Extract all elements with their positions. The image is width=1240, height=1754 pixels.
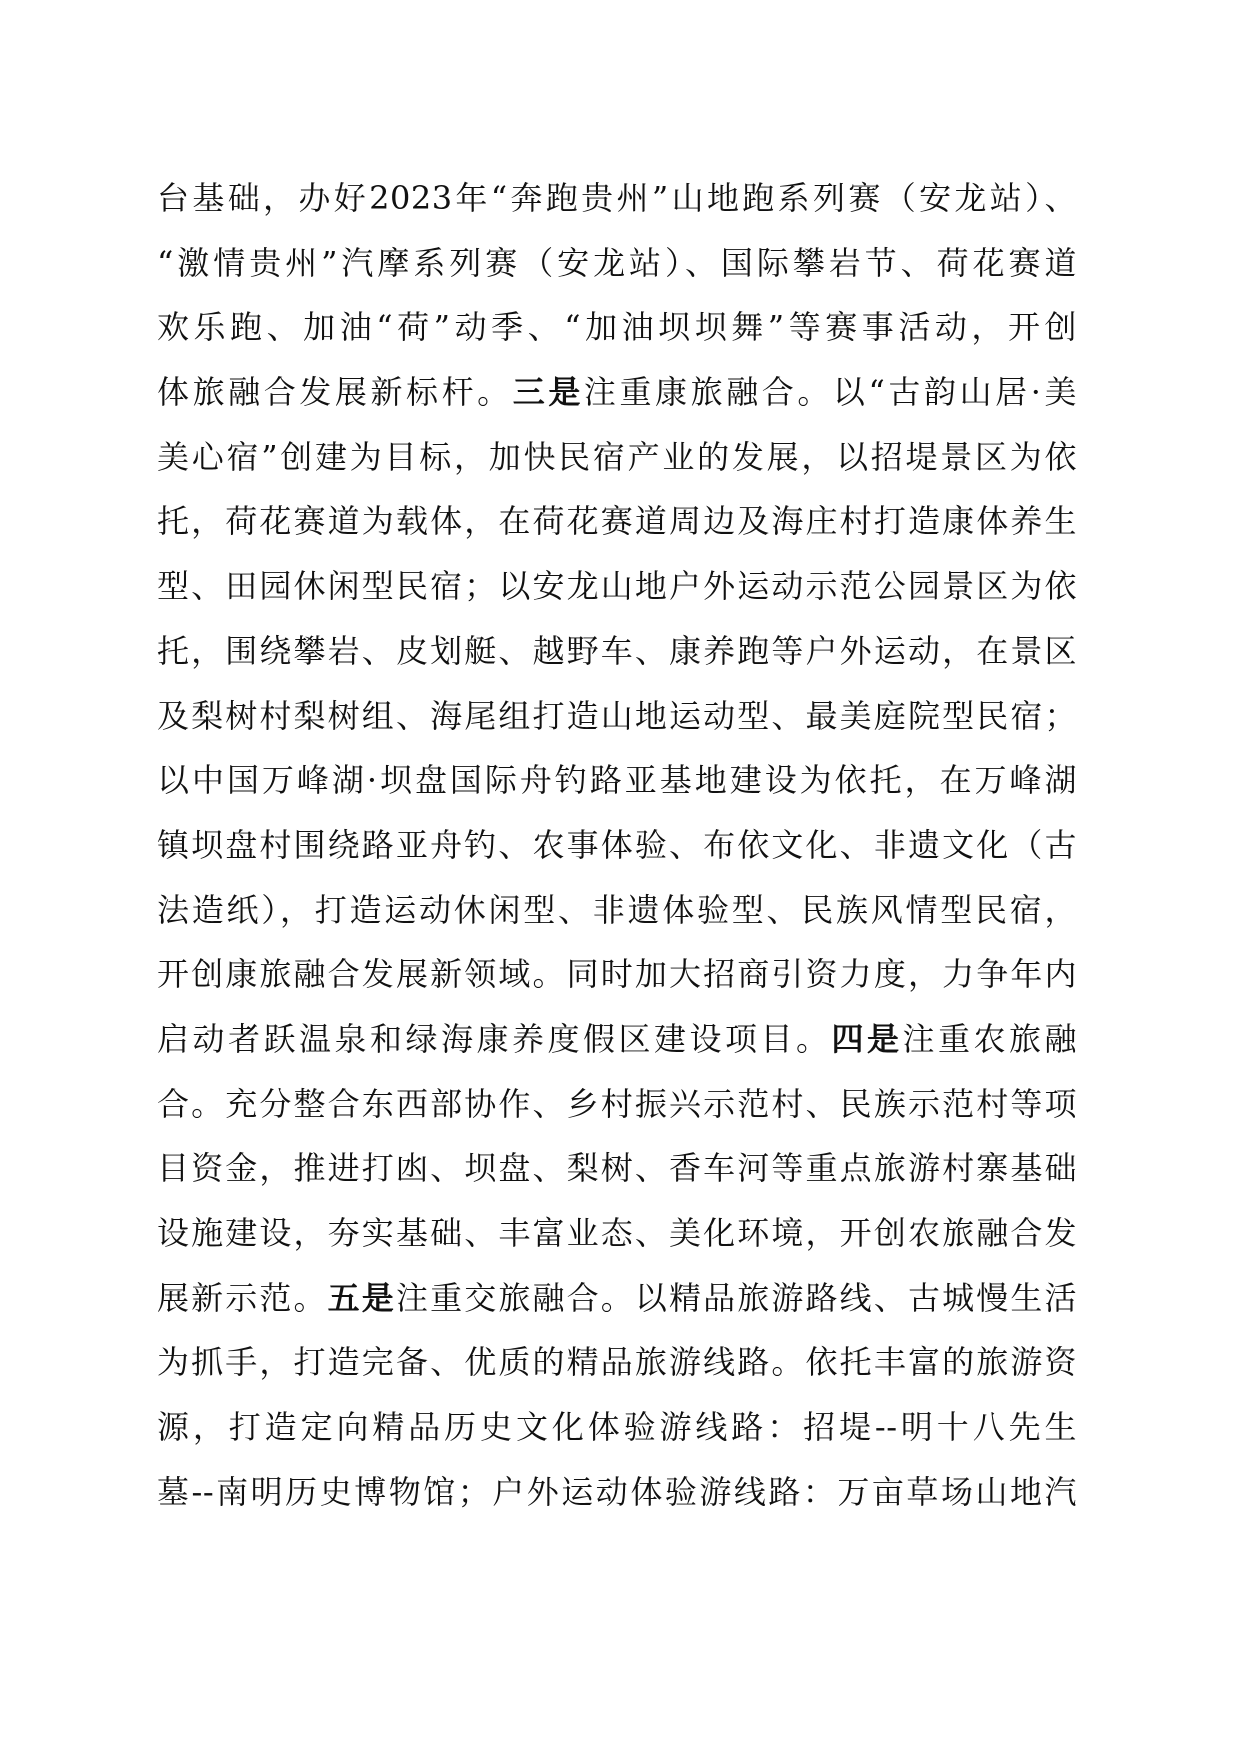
text-segment: 托，围绕攀岩、皮划艇、越野车、康养跑等户外运动，在景区 bbox=[157, 631, 1077, 670]
text-segment: 设施建设，夯实基础、丰富业态、美化环境，开创农旅融合发 bbox=[157, 1214, 1077, 1252]
text-line bbox=[157, 813, 1077, 878]
text-segment: 注重农旅融 bbox=[902, 1019, 1077, 1058]
text-line bbox=[157, 1072, 1077, 1137]
bold-lead-phrase: 五是 bbox=[327, 1278, 396, 1317]
text-line bbox=[157, 425, 1077, 490]
text-line bbox=[157, 166, 1077, 231]
text-line bbox=[157, 1266, 1077, 1331]
text-line bbox=[157, 942, 1077, 1007]
text-line bbox=[157, 1460, 1077, 1525]
text-segment: 及梨树村梨树组、海尾组打造山地运动型、最美庭院型民宿； bbox=[157, 696, 1077, 735]
text-segment: “激情贵州”汽摩系列赛（安龙站）、国际攀岩节、荷花赛道 bbox=[157, 243, 1077, 282]
text-line bbox=[157, 489, 1077, 554]
text-line bbox=[157, 684, 1077, 749]
text-line bbox=[157, 1330, 1077, 1395]
text-segment: 体旅融合发展新标杆。 bbox=[157, 373, 513, 412]
text-segment: 以中国万峰湖·坝盘国际舟钓路亚基地建设为依托，在万峰湖 bbox=[157, 761, 1077, 800]
text-line bbox=[157, 878, 1077, 943]
text-segment: 展新示范。 bbox=[157, 1278, 328, 1317]
text-segment: 注重交旅融合。以精品旅游路线、古城慢生活 bbox=[395, 1278, 1077, 1317]
bold-lead-phrase: 四是 bbox=[831, 1019, 903, 1058]
text-segment: 欢乐跑、加油“荷”动季、“加油坝坝舞”等赛事活动，开创 bbox=[157, 308, 1077, 347]
text-line bbox=[157, 295, 1077, 360]
text-segment: 源，打造定向精品历史文化体验游线路：招堤--明十八先生 bbox=[157, 1408, 1077, 1447]
text-segment: 合。充分整合东西部协作、乡村振兴示范村、民族示范村等项 bbox=[157, 1084, 1077, 1123]
text-line bbox=[157, 554, 1077, 619]
text-segment: 为抓手，打造完备、优质的精品旅游线路。依托丰富的旅游资 bbox=[157, 1343, 1077, 1382]
bold-lead-phrase: 三是 bbox=[512, 373, 584, 412]
text-segment: 注重康旅融合。以“古韵山居·美 bbox=[583, 373, 1077, 412]
text-segment: 墓--南明历史博物馆；户外运动体验游线路：万亩草场山地汽 bbox=[157, 1472, 1077, 1511]
text-line bbox=[157, 1201, 1077, 1266]
text-segment: 目资金，推进打凼、坝盘、梨树、香车河等重点旅游村寨基础 bbox=[157, 1149, 1077, 1188]
text-segment: 型、田园休闲型民宿；以安龙山地户外运动示范公园景区为依 bbox=[157, 567, 1077, 606]
text-segment: 台基础，办好2023年“奔跑贵州”山地跑系列赛（安龙站）、 bbox=[157, 179, 1077, 217]
text-line bbox=[157, 1007, 1077, 1072]
text-line bbox=[157, 360, 1077, 425]
text-line bbox=[157, 231, 1077, 296]
text-segment: 启动者跃温泉和绿海康养度假区建设项目。 bbox=[157, 1019, 832, 1058]
text-line bbox=[157, 1136, 1077, 1201]
text-segment: 法造纸），打造运动休闲型、非遗体验型、民族风情型民宿， bbox=[157, 890, 1077, 929]
text-line bbox=[157, 748, 1077, 813]
text-line bbox=[157, 1395, 1077, 1460]
text-segment: 镇坝盘村围绕路亚舟钓、农事体验、布依文化、非遗文化（古 bbox=[157, 825, 1077, 864]
body-text bbox=[157, 166, 1077, 1524]
text-segment: 开创康旅融合发展新领域。同时加大招商引资力度，力争年内 bbox=[157, 955, 1077, 994]
text-line bbox=[157, 619, 1077, 684]
text-segment: 托，荷花赛道为载体，在荷花赛道周边及海庄村打造康体养生 bbox=[157, 502, 1077, 541]
text-segment: 美心宿”创建为目标，加快民宿产业的发展，以招堤景区为依 bbox=[157, 437, 1077, 476]
